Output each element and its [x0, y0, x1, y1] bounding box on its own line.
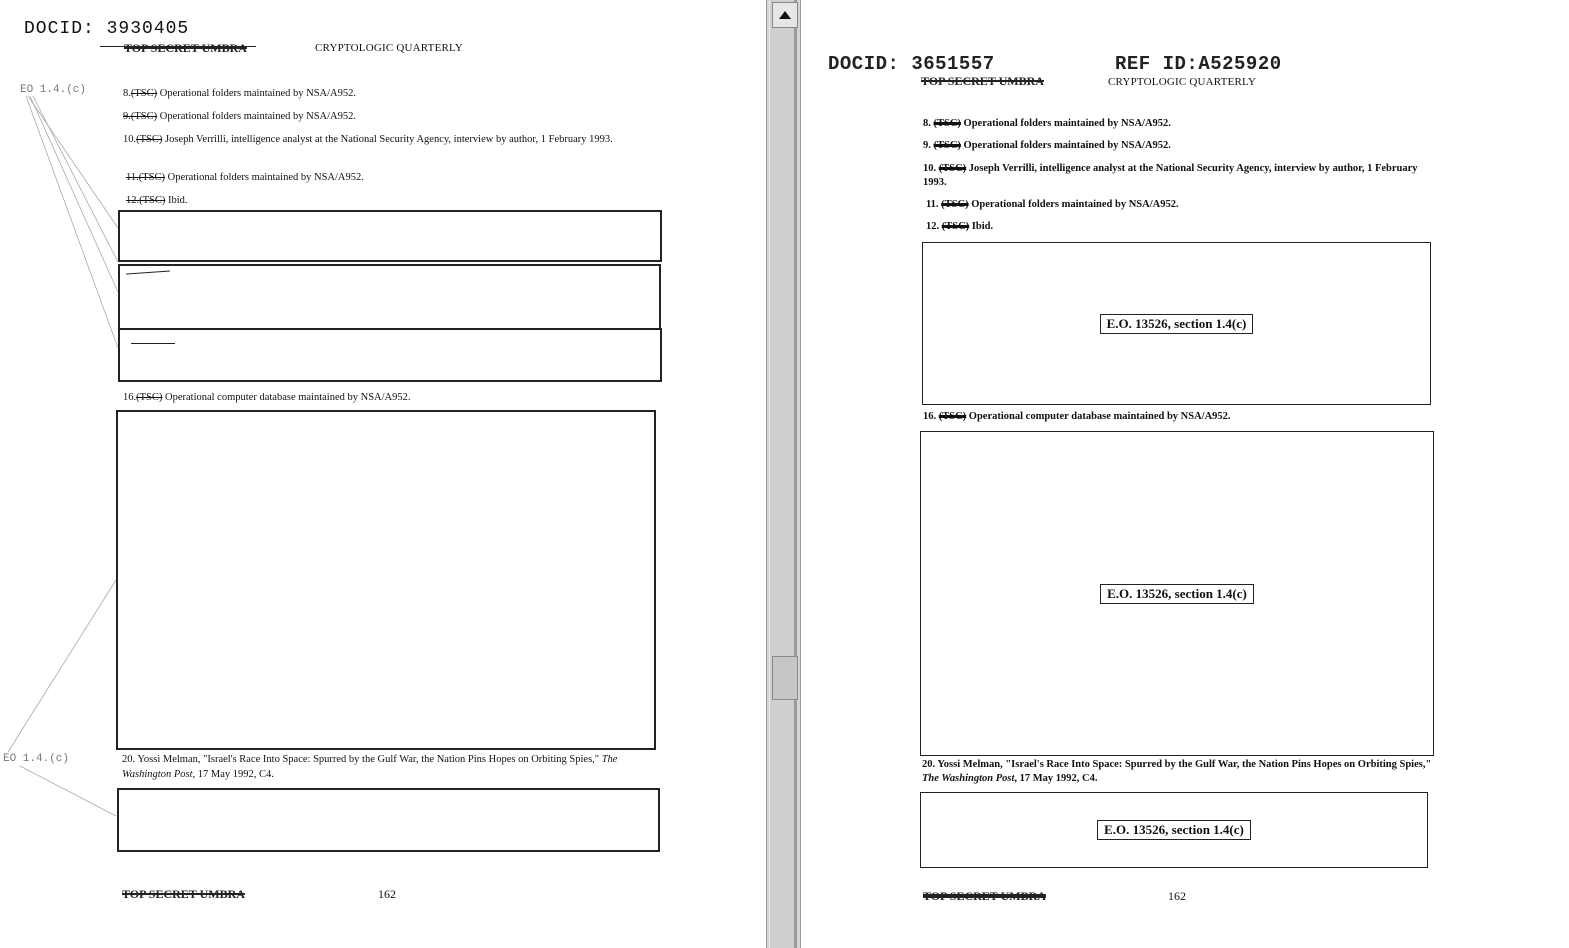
footnote-text: Joseph Verrilli, intelligence analyst at the National Security Agency, interview by author, 1 February 1993.: [162, 134, 613, 145]
footnote-number: 16.: [123, 392, 137, 403]
classification-tag: (TSC): [136, 392, 163, 403]
footnote-8: [923, 117, 1433, 131]
footnote-text: Yossi Melman, "Israel's Race Into Space: Spurred by the Gulf War, the Nation Pins Hopes on Orbiting Spies,": [935, 759, 1432, 770]
classification-tag: (TSC): [941, 221, 970, 232]
footnote-tail: , 17 May 1992, C4.: [1014, 773, 1098, 784]
footnote-number: 20.: [922, 759, 936, 770]
docid: DOCID: 3651557: [828, 53, 995, 75]
footnote-12: [926, 220, 1436, 234]
footnote-text: Joseph Verrilli, intelligence analyst at the National Security Agency, interview by author, 1 February 1993.: [923, 163, 1418, 188]
pane-divider[interactable]: [766, 0, 801, 948]
footnote-text: Operational folders maintained by NSA/A952.: [968, 199, 1179, 210]
classification-tag: (TSC): [136, 134, 163, 145]
footnote-text: Operational computer database maintained by NSA/A952.: [966, 411, 1231, 422]
redaction-box: [922, 242, 1431, 405]
redaction-mark: [126, 270, 170, 274]
redaction-box: [920, 792, 1428, 868]
footnote-number: 11.: [126, 172, 139, 183]
redaction-box: [920, 431, 1434, 756]
footnote-20: [922, 758, 1442, 786]
publication-title: CRYPTOLOGIC QUARTERLY: [1108, 76, 1256, 88]
right-document-pane[interactable]: [801, 0, 1569, 948]
footnote-11: [926, 198, 1436, 212]
classification-tag: (TSC): [130, 88, 158, 99]
classification-tag: (TSC): [139, 195, 166, 206]
publication-title: CRYPTOLOGIC QUARTERLY: [315, 42, 463, 54]
footnote-8: [123, 86, 653, 101]
source-title: The Washington Post: [922, 773, 1015, 784]
footnote-text: Yossi Melman, "Israel's Race Into Space: Spurred by the Gulf War, the Nation Pins Hopes on Orbiting Spies,": [135, 754, 602, 765]
footnote-10: [923, 162, 1433, 190]
scrollbar-track[interactable]: [769, 0, 797, 948]
redaction-box: [118, 264, 661, 330]
footnote-number: 16.: [923, 411, 937, 422]
redaction-box: [118, 328, 662, 382]
classification-tag: (TSC): [933, 118, 961, 129]
marking-strike-line: [100, 46, 256, 47]
footnote-number: 10.: [123, 134, 137, 145]
footnote-text: Ibid.: [165, 195, 188, 206]
eo-marker: EO 1.4.(c): [20, 84, 87, 96]
footnote-9: [923, 139, 1433, 153]
classification-marking-bottom: TOP SECRET UMBRA: [122, 887, 245, 901]
footnote-text: Operational folders maintained by NSA/A952.: [960, 140, 1171, 151]
footnote-20: [122, 752, 657, 782]
classification-tag: (TSC): [130, 111, 158, 122]
footnote-text: Ibid.: [969, 221, 994, 232]
scroll-up-button[interactable]: [772, 2, 798, 28]
footnote-number: 10.: [923, 163, 937, 174]
classification-tag: (TSC): [941, 199, 969, 210]
redaction-box: [116, 410, 656, 750]
redaction-box: [117, 788, 660, 852]
footnote-text: Operational computer database maintained by NSA/A952.: [162, 392, 411, 403]
source-title: The Washington Post: [122, 754, 618, 780]
footnote-text: Operational folders maintained by NSA/A952.: [960, 118, 1171, 129]
footnote-number: 11.: [926, 199, 939, 210]
scrollbar-thumb[interactable]: [772, 656, 798, 700]
footnote-number: 20.: [122, 754, 136, 765]
redaction-label: E.O. 13526, section 1.4(c): [1100, 584, 1254, 604]
footnote-number: 8.: [923, 118, 931, 129]
footnote-number: 9.: [123, 111, 131, 122]
footnote-9: [123, 109, 653, 124]
footnote-10: [123, 132, 653, 147]
classification-marking-bottom: TOP SECRET UMBRA: [923, 889, 1046, 903]
classification-tag: (TSC): [938, 163, 967, 174]
footnote-number: 12.: [126, 195, 140, 206]
footnote-text: Operational folders maintained by NSA/A952.: [157, 88, 356, 99]
left-document-pane[interactable]: [0, 0, 766, 948]
footnote-16: [123, 390, 653, 405]
footnote-text: Operational folders maintained by NSA/A952.: [157, 111, 356, 122]
classification-tag: (TSC): [138, 172, 165, 183]
classification-tag: (TSC): [933, 140, 961, 151]
eo-marker: EO 1.4.(c): [3, 753, 70, 765]
docid: DOCID: 3930405: [24, 19, 190, 39]
redaction-label: E.O. 13526, section 1.4(c): [1100, 314, 1254, 334]
triangle-up-icon: [778, 10, 792, 20]
redaction-box: [118, 210, 662, 262]
footnote-text: Operational folders maintained by NSA/A952.: [165, 172, 364, 183]
footnote-number: 8.: [123, 88, 131, 99]
page-number: 162: [1168, 889, 1186, 903]
footnote-tail: , 17 May 1992, C4.: [192, 769, 274, 780]
classification-tag: (TSC): [938, 411, 967, 422]
footnote-11: [126, 170, 656, 185]
classification-marking-top: TOP SECRET UMBRA: [921, 74, 1044, 88]
redaction-mark: [131, 343, 175, 344]
classification-marking-top: TOP SECRET UMBRA: [124, 41, 247, 55]
footnote-number: 12.: [926, 221, 940, 232]
footnote-16: [923, 410, 1433, 424]
footnote-number: 9.: [923, 140, 931, 151]
page-number: 162: [378, 887, 396, 901]
ref-id: REF ID:A525920: [1115, 53, 1282, 75]
footnote-12: [126, 193, 656, 208]
redaction-label: E.O. 13526, section 1.4(c): [1097, 820, 1251, 840]
